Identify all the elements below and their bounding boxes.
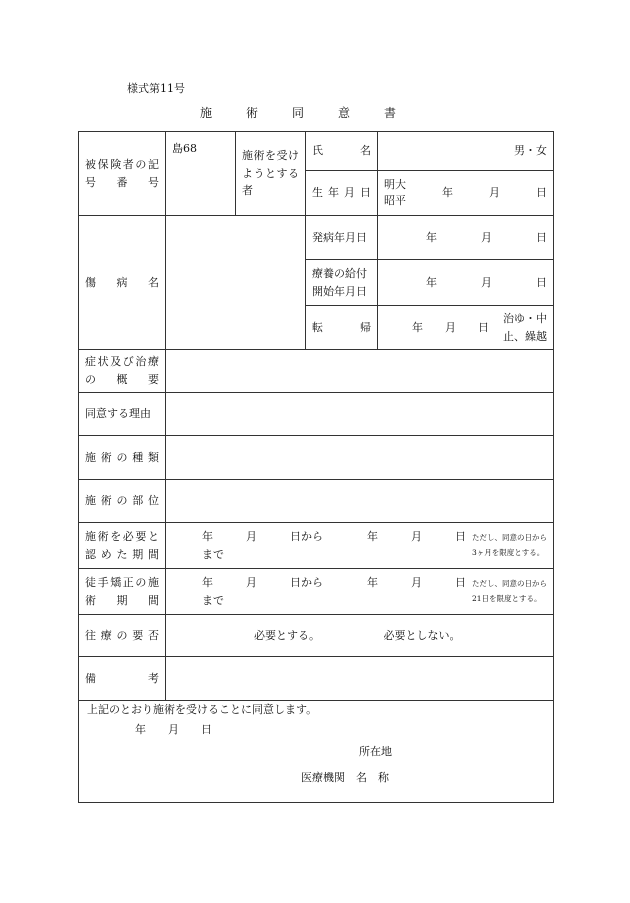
onset-value[interactable]: 年 月 日 — [378, 216, 554, 260]
birth-value-cell[interactable] — [378, 171, 554, 216]
manual-period-value: 年 月 日から 年 月 日まで — [202, 575, 466, 607]
recipient-label-cell — [236, 132, 306, 216]
reason-label: 同意する理由 — [79, 393, 166, 436]
table-row — [79, 615, 554, 657]
manual-period-label: 徒手矯正の施術期間 — [85, 575, 159, 607]
onset-label: 発病年月日 — [306, 216, 378, 260]
manual-period-value-cell[interactable] — [166, 569, 554, 615]
table-row — [79, 393, 554, 436]
table-row — [79, 523, 554, 569]
remarks-label: 備 考 — [85, 671, 159, 685]
outcome-date: 年 月 日 — [412, 320, 489, 334]
table-row — [79, 436, 554, 480]
table-row — [79, 569, 554, 615]
address-label: 所在地 — [359, 745, 392, 758]
table-row — [79, 701, 554, 803]
table-row — [79, 657, 554, 701]
reason-value[interactable] — [166, 393, 554, 436]
manual-period-label-cell — [79, 569, 166, 615]
table-row — [79, 350, 554, 393]
recipient-label: 施術を受けようとする者 — [242, 149, 299, 198]
period-note-2: 3ヶ月を限度とする。 — [472, 547, 545, 557]
visit-required-option[interactable]: 必要とする。 — [254, 628, 320, 642]
visit-not-required-option[interactable]: 必要としない。 — [383, 628, 461, 642]
form-number: 様式第11号 — [127, 82, 185, 95]
consent-cell — [79, 701, 554, 803]
period-value: 年 月 日から 年 月 日まで — [202, 529, 466, 561]
consent-statement: 上記のとおり施術を受けることに同意します。 — [87, 703, 318, 716]
table-row — [79, 480, 554, 523]
period-note-1: ただし、同意の日から — [472, 533, 547, 543]
table-row — [79, 132, 554, 171]
treatment-start-label-2: 開始年月日 — [312, 284, 367, 298]
birth-month: 月 — [489, 186, 500, 200]
birth-day: 日 — [536, 186, 547, 200]
outcome-value-cell[interactable] — [378, 306, 554, 350]
remarks-value[interactable] — [166, 657, 554, 701]
birth-label-cell — [306, 171, 378, 216]
consent-form-table — [78, 131, 554, 803]
type-label-cell — [79, 436, 166, 480]
era-option-2: 昭平 — [384, 194, 406, 207]
symptoms-label: 症状及び治療の概要 — [85, 355, 159, 386]
type-label: 施術の種類 — [85, 450, 159, 464]
sex-value[interactable]: 男・女 — [378, 132, 554, 171]
site-label: 施術の部位 — [85, 494, 159, 508]
page-title: 施術同意書 — [199, 106, 430, 120]
treatment-start-value[interactable]: 年 月 日 — [378, 260, 554, 306]
outcome-label-cell — [306, 306, 378, 350]
type-value[interactable] — [166, 436, 554, 480]
manual-note-2: 21日を限度とする。 — [472, 593, 542, 603]
site-label-cell — [79, 480, 166, 523]
visit-value-cell[interactable] — [166, 615, 554, 657]
period-label: 施術を必要と認めた期間 — [85, 529, 159, 561]
outcome-options-2: 止、繰越 — [503, 329, 547, 343]
symptoms-label-cell — [79, 350, 166, 393]
period-value-cell[interactable] — [166, 523, 554, 569]
remarks-label-cell — [79, 657, 166, 701]
period-label-cell — [79, 523, 166, 569]
institution-label: 医療機関 名 称 — [301, 771, 389, 784]
visit-label: 往療の要否 — [85, 628, 159, 642]
site-value[interactable] — [166, 480, 554, 523]
visit-label-cell — [79, 615, 166, 657]
name-label: 氏 名 — [312, 144, 371, 158]
birth-year: 年 — [442, 186, 453, 200]
insured-number-label-cell — [79, 132, 166, 216]
manual-note-1: ただし、同意の日から — [472, 579, 547, 589]
name-label-cell — [306, 132, 378, 171]
outcome-options-1: 治ゆ・中 — [503, 311, 547, 325]
era-option-1: 明大 — [384, 177, 406, 191]
treatment-start-label-1: 療養の給付 — [312, 266, 367, 280]
insured-number-label: 被保険者の記号番号 — [85, 157, 159, 189]
table-row — [79, 216, 554, 260]
outcome-label: 転 帰 — [312, 320, 371, 334]
disease-label-cell — [79, 216, 166, 350]
treatment-start-label-cell — [306, 260, 378, 306]
consent-date[interactable]: 年 月 日 — [135, 723, 212, 736]
symptoms-value[interactable] — [166, 350, 554, 393]
birth-label: 生年月日 — [312, 186, 371, 200]
disease-value[interactable] — [166, 216, 306, 350]
insured-number-value[interactable]: 島68 — [166, 132, 236, 216]
disease-label: 傷 病 名 — [85, 275, 159, 289]
